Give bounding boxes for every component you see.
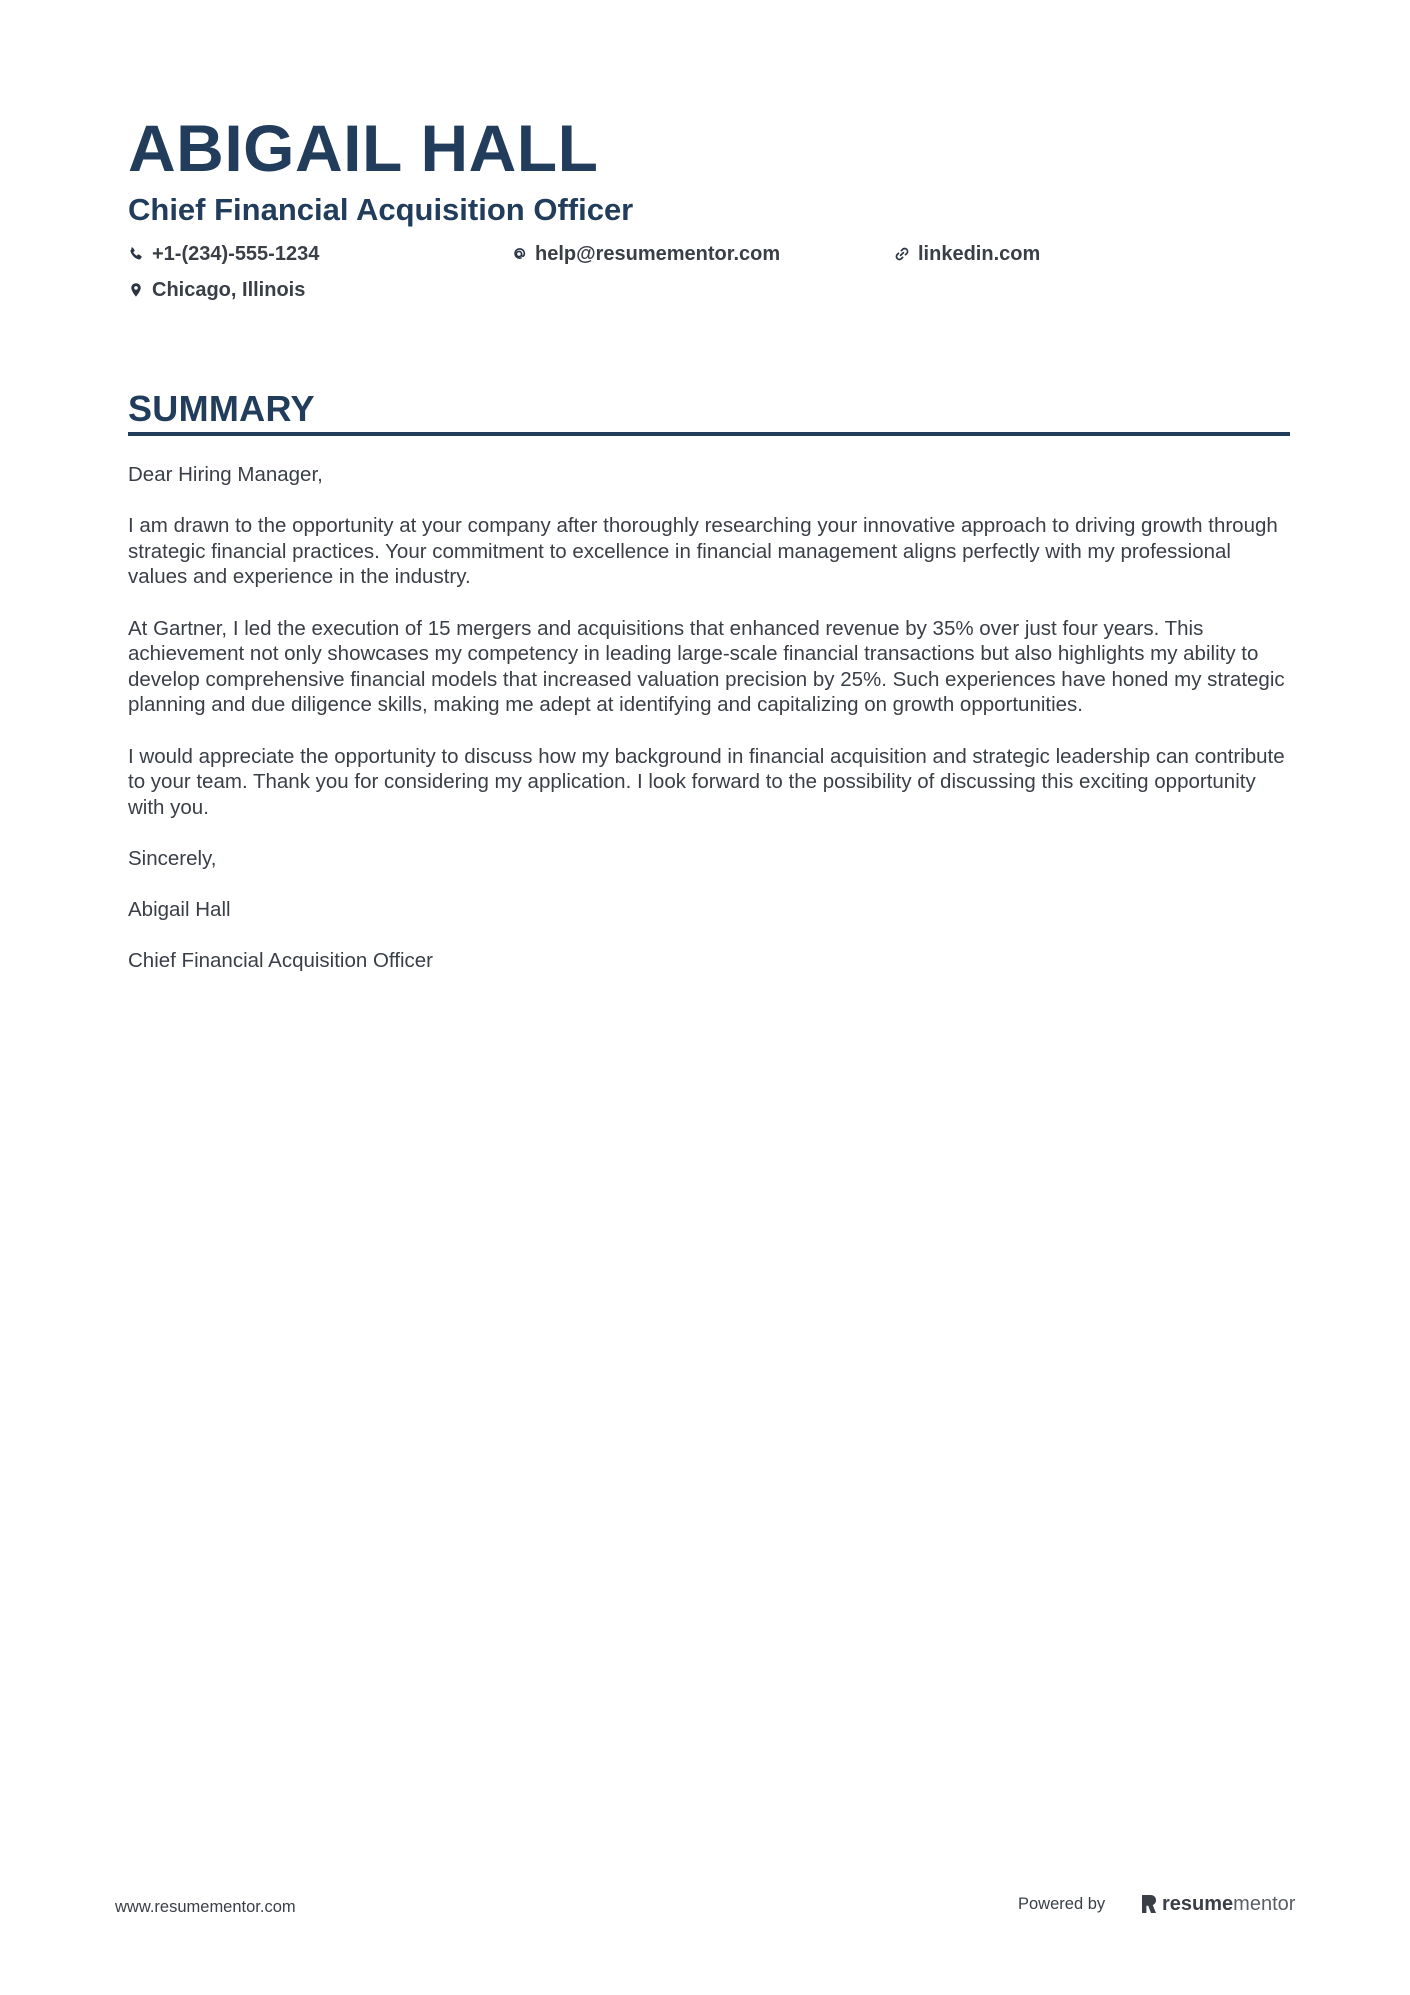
- sign-off: Sincerely,: [128, 846, 217, 870]
- contact-email: [511, 240, 780, 268]
- contact-location: [128, 276, 305, 304]
- summary-body: [128, 462, 1290, 999]
- map-pin-icon: [128, 282, 144, 298]
- phone-text: +1-(234)-555-1234: [152, 243, 320, 265]
- candidate-role: Chief Financial Acquisition Officer: [128, 192, 634, 227]
- location-text: Chicago, Illinois: [152, 279, 306, 301]
- footer-url: www.resumementor.com: [115, 1898, 296, 1916]
- contact-website: [894, 240, 1040, 268]
- signature-title: Chief Financial Acquisition Officer: [128, 949, 433, 973]
- link-icon: [894, 246, 910, 262]
- summary-heading: SUMMARY: [128, 388, 315, 429]
- paragraph-closing: I would appreciate the opportunity to discuss how my background in financial acquisition and strategic leadership can contribute to your team. Thank you for considering my application. I look forward to the possibility of discussing this exciting opportunity with you.: [128, 744, 1285, 819]
- summary-divider: [128, 432, 1290, 436]
- candidate-name: ABIGAIL HALL: [128, 111, 599, 185]
- brand-wordmark-light: mentor: [1233, 1892, 1296, 1915]
- contact-phone: [128, 240, 319, 268]
- paragraph-experience: At Gartner, I led the execution of 15 mergers and acquisitions that enhanced revenue by 35% over just four years. This achievement not only showcases my competency in leading large-scale financial transactions but also highlights my ability to develop comprehensive financial models that increased valuation precision by 25%. Such experiences have honed my strategic planning and due diligence skills, making me adept at identifying and capitalizing on growth opportunities.: [128, 616, 1285, 717]
- paragraph-intro: I am drawn to the opportunity at your company after thoroughly researching your innovative approach to driving growth through strategic financial practices. Your commitment to excellence in financial management aligns perfectly with my professional values and experience in the industry.: [128, 514, 1278, 589]
- signature-name: Abigail Hall: [128, 898, 231, 922]
- footer-powered-by: Powered by: [1018, 1895, 1106, 1913]
- brand-mark-icon: [1140, 1893, 1158, 1915]
- brand-wordmark-bold: resume: [1162, 1892, 1234, 1915]
- brand-logo: [1140, 1890, 1295, 1918]
- salutation: Dear Hiring Manager,: [128, 463, 323, 486]
- phone-icon: [128, 246, 144, 262]
- email-text: help@resumementor.com: [535, 243, 781, 265]
- website-text: linkedin.com: [918, 243, 1041, 265]
- at-sign-icon: [511, 246, 527, 262]
